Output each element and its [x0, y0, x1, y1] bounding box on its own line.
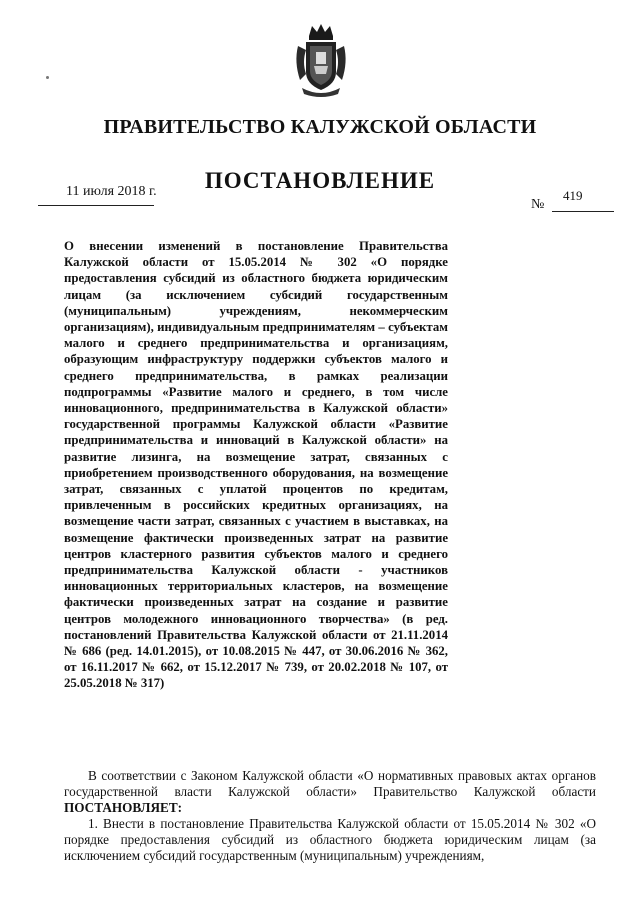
organization-title: ПРАВИТЕЛЬСТВО КАЛУЖСКОЙ ОБЛАСТИ	[103, 116, 537, 138]
preamble-text: В соответствии с Законом Калужской области «О нормативных правовых актах органов государственной власти Калужской области» Правительство Калужской области	[64, 768, 596, 799]
date-underline	[38, 205, 154, 206]
number-underline	[552, 211, 614, 212]
document-number: 419	[563, 188, 583, 203]
scan-speck	[46, 76, 49, 79]
clause-1-paragraph: 1. Внести в постановление Правительства Калужской области от 15.05.2014 № 302 «О порядке предоставления субсидий из областного бюджета юридическим лицам (за исключением субсидий государственным (муниципальным) учреждениям,	[64, 816, 596, 863]
number-label: №	[531, 197, 545, 212]
document-date: 11 июля 2018 г.	[66, 184, 157, 199]
resolves-keyword: ПОСТАНОВЛЯЕТ:	[64, 800, 183, 815]
document-type: ПОСТАНОВЛЕНИЕ	[204, 168, 436, 193]
document-subject: О внесении изменений в постановление Правительства Калужской области от 15.05.2014 № 302 «О порядке предоставления субсидий из областного бюджета юридическим лицам (за исключением субсидий государственным (муниципальным) учреждениям, некоммерческим организациям), индивидуальным предпринимателям – субъектам малого и среднего предпринимательства и организациям, образующим инфраструктуру поддержки субъектов малого и среднего предпринимательства, в рамках реализации подпрограммы «Развитие малого и среднего, в том числе инновационного, предпринимательства в Калужской области» государственной программы Калужской области «Развитие предпринимательства и инноваций в Калужской области» на развитие лизинга, на возмещение затрат, связанных с приобретением производственного оборудования, на возмещение затрат, связанных с уплатой процентов по кредитам, привлеченным в российских кредитных организациях, на возмещение части затрат, связанных с участием в выставках, на возмещение фактически произведенных затрат на развитие центров кластерного развития субъектов малого и среднего предпринимательства Калужской области - участников инновационных территориальных кластеров, на возмещение фактически произведенных затрат на создание и развитие центров молодежного инновационного творчества» (в ред. постановлений Правительства Калужской области от 21.11.2014 № 686 (ред. 14.01.2015), от 10.08.2015 № 447, от 30.06.2016 № 362, от 16.11.2017 № 662, от 15.12.2017 № 739, от 20.02.2018 № 107, от 25.05.2018 № 317)	[64, 239, 448, 691]
coat-of-arms-icon	[292, 22, 350, 98]
preamble-paragraph	[64, 768, 596, 816]
